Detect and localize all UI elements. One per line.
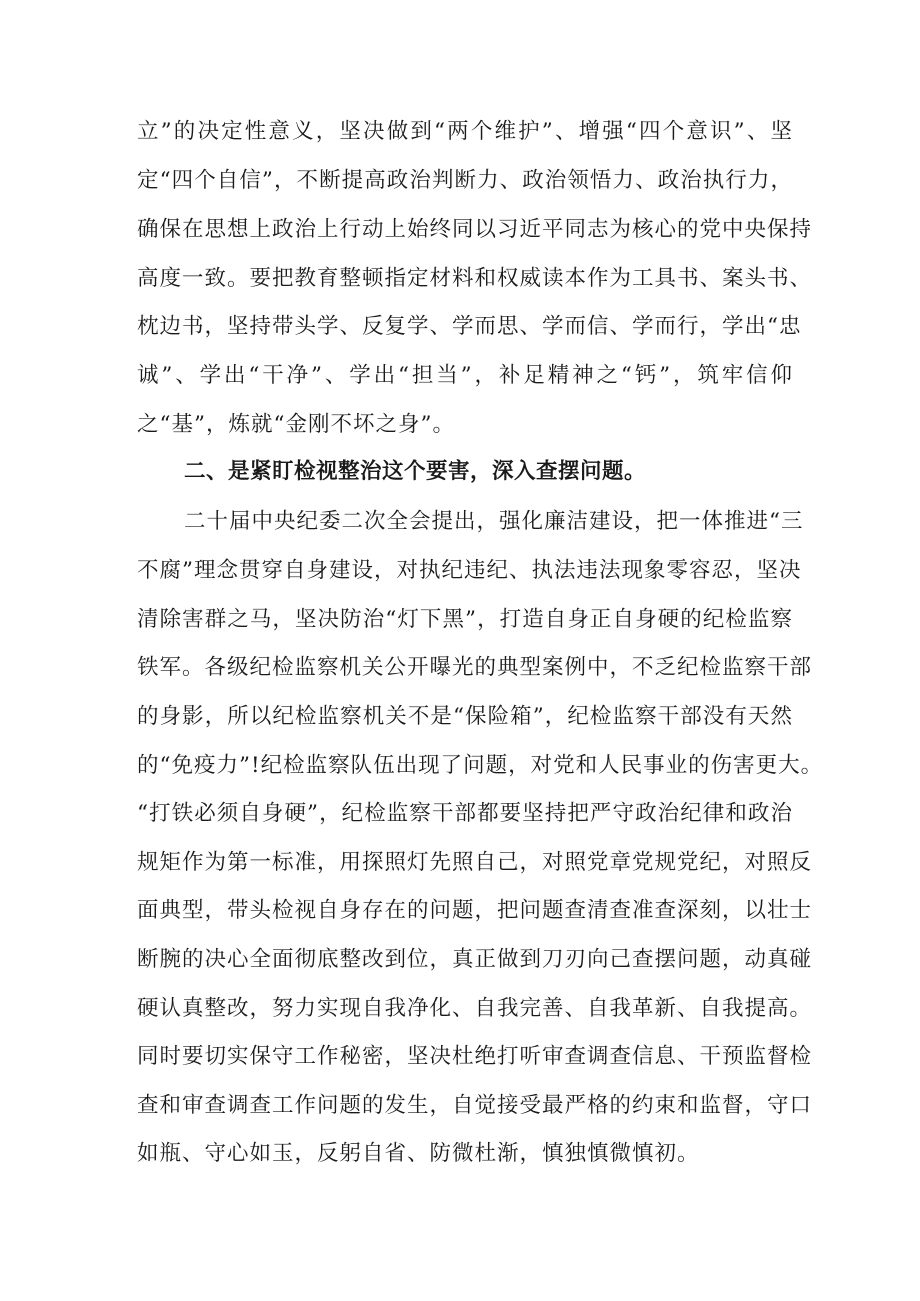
paragraph-line: 不腐”理念贯穿自身建设，对执纪违纪、执法违法现象零容忍，坚决 [137, 558, 802, 583]
section-heading: 二、是紧盯检视整治这个要害，深入查摆问题。 [184, 459, 647, 484]
paragraph-line: 枕边书，坚持带头学、反复学、学而思、学而信、学而行，学出“忠 [137, 314, 802, 339]
paragraph-line-last: 如瓶、守心如玉，反躬自省、防微杜渐，慎独慎微慎初。 [137, 1141, 700, 1166]
paragraph-line-first: 二十届中央纪委二次全会提出，强化廉洁建设，把一体推进“三 [184, 509, 804, 534]
paragraph-line-last: 之“基”，炼就“金刚不坏之身”。 [137, 412, 455, 437]
paragraph-line: 的身影，所以纪检监察机关不是“保险箱”，纪检监察干部没有天然 [137, 704, 793, 729]
paragraph-line: 确保在思想上政治上行动上始终同以习近平同志为核心的党中央保持 [137, 217, 813, 242]
paragraph-line: 铁军。各级纪检监察机关公开曝光的典型案例中，不乏纪检监察干部 [137, 655, 813, 680]
paragraph-line: 清除害群之马，坚决防治“灯下黑”，打造自身正自身硬的纪检监察 [137, 607, 793, 632]
paragraph-line: 面典型，带头检视自身存在的问题，把问题查清查准查深刻，以壮士 [137, 898, 813, 923]
paragraph-line: 规矩作为第一标准，用探照灯先照自己，对照党章党规党纪，对照反 [137, 850, 813, 875]
paragraph-line: 诚”、学出“干净”、学出“担当”，补足精神之“钙”，筑牢信仰 [137, 363, 793, 388]
paragraph-line: 立”的决定性意义，坚决做到“两个维护”、增强“四个意识”、坚 [137, 119, 793, 144]
paragraph-line: 断腕的决心全面彻底整改到位，真正做到刀刃向己查摆问题，动真碰 [137, 947, 813, 972]
paragraph-line: 硬认真整改，努力实现自我净化、自我完善、自我革新、自我提高。 [137, 996, 813, 1021]
paragraph-line: 同时要切实保守工作秘密，坚决杜绝打听审查调查信息、干预监督检 [137, 1044, 813, 1069]
paragraph-line: 查和审查调查工作问题的发生，自觉接受最严格的约束和监督，守口 [137, 1093, 813, 1118]
paragraph-line: “打铁必须自身硬”，纪检监察干部都要坚持把严守政治纪律和政治 [137, 801, 793, 826]
paragraph-line: 的“免疫力”!纪检监察队伍出现了问题，对党和人民事业的伤害更大。 [137, 753, 824, 778]
paragraph-line: 高度一致。要把教育整顿指定材料和权威读本作为工具书、案头书、 [137, 266, 813, 291]
paragraph-line: 定“四个自信”，不断提高政治判断力、政治领悟力、政治执行力， [137, 168, 793, 193]
